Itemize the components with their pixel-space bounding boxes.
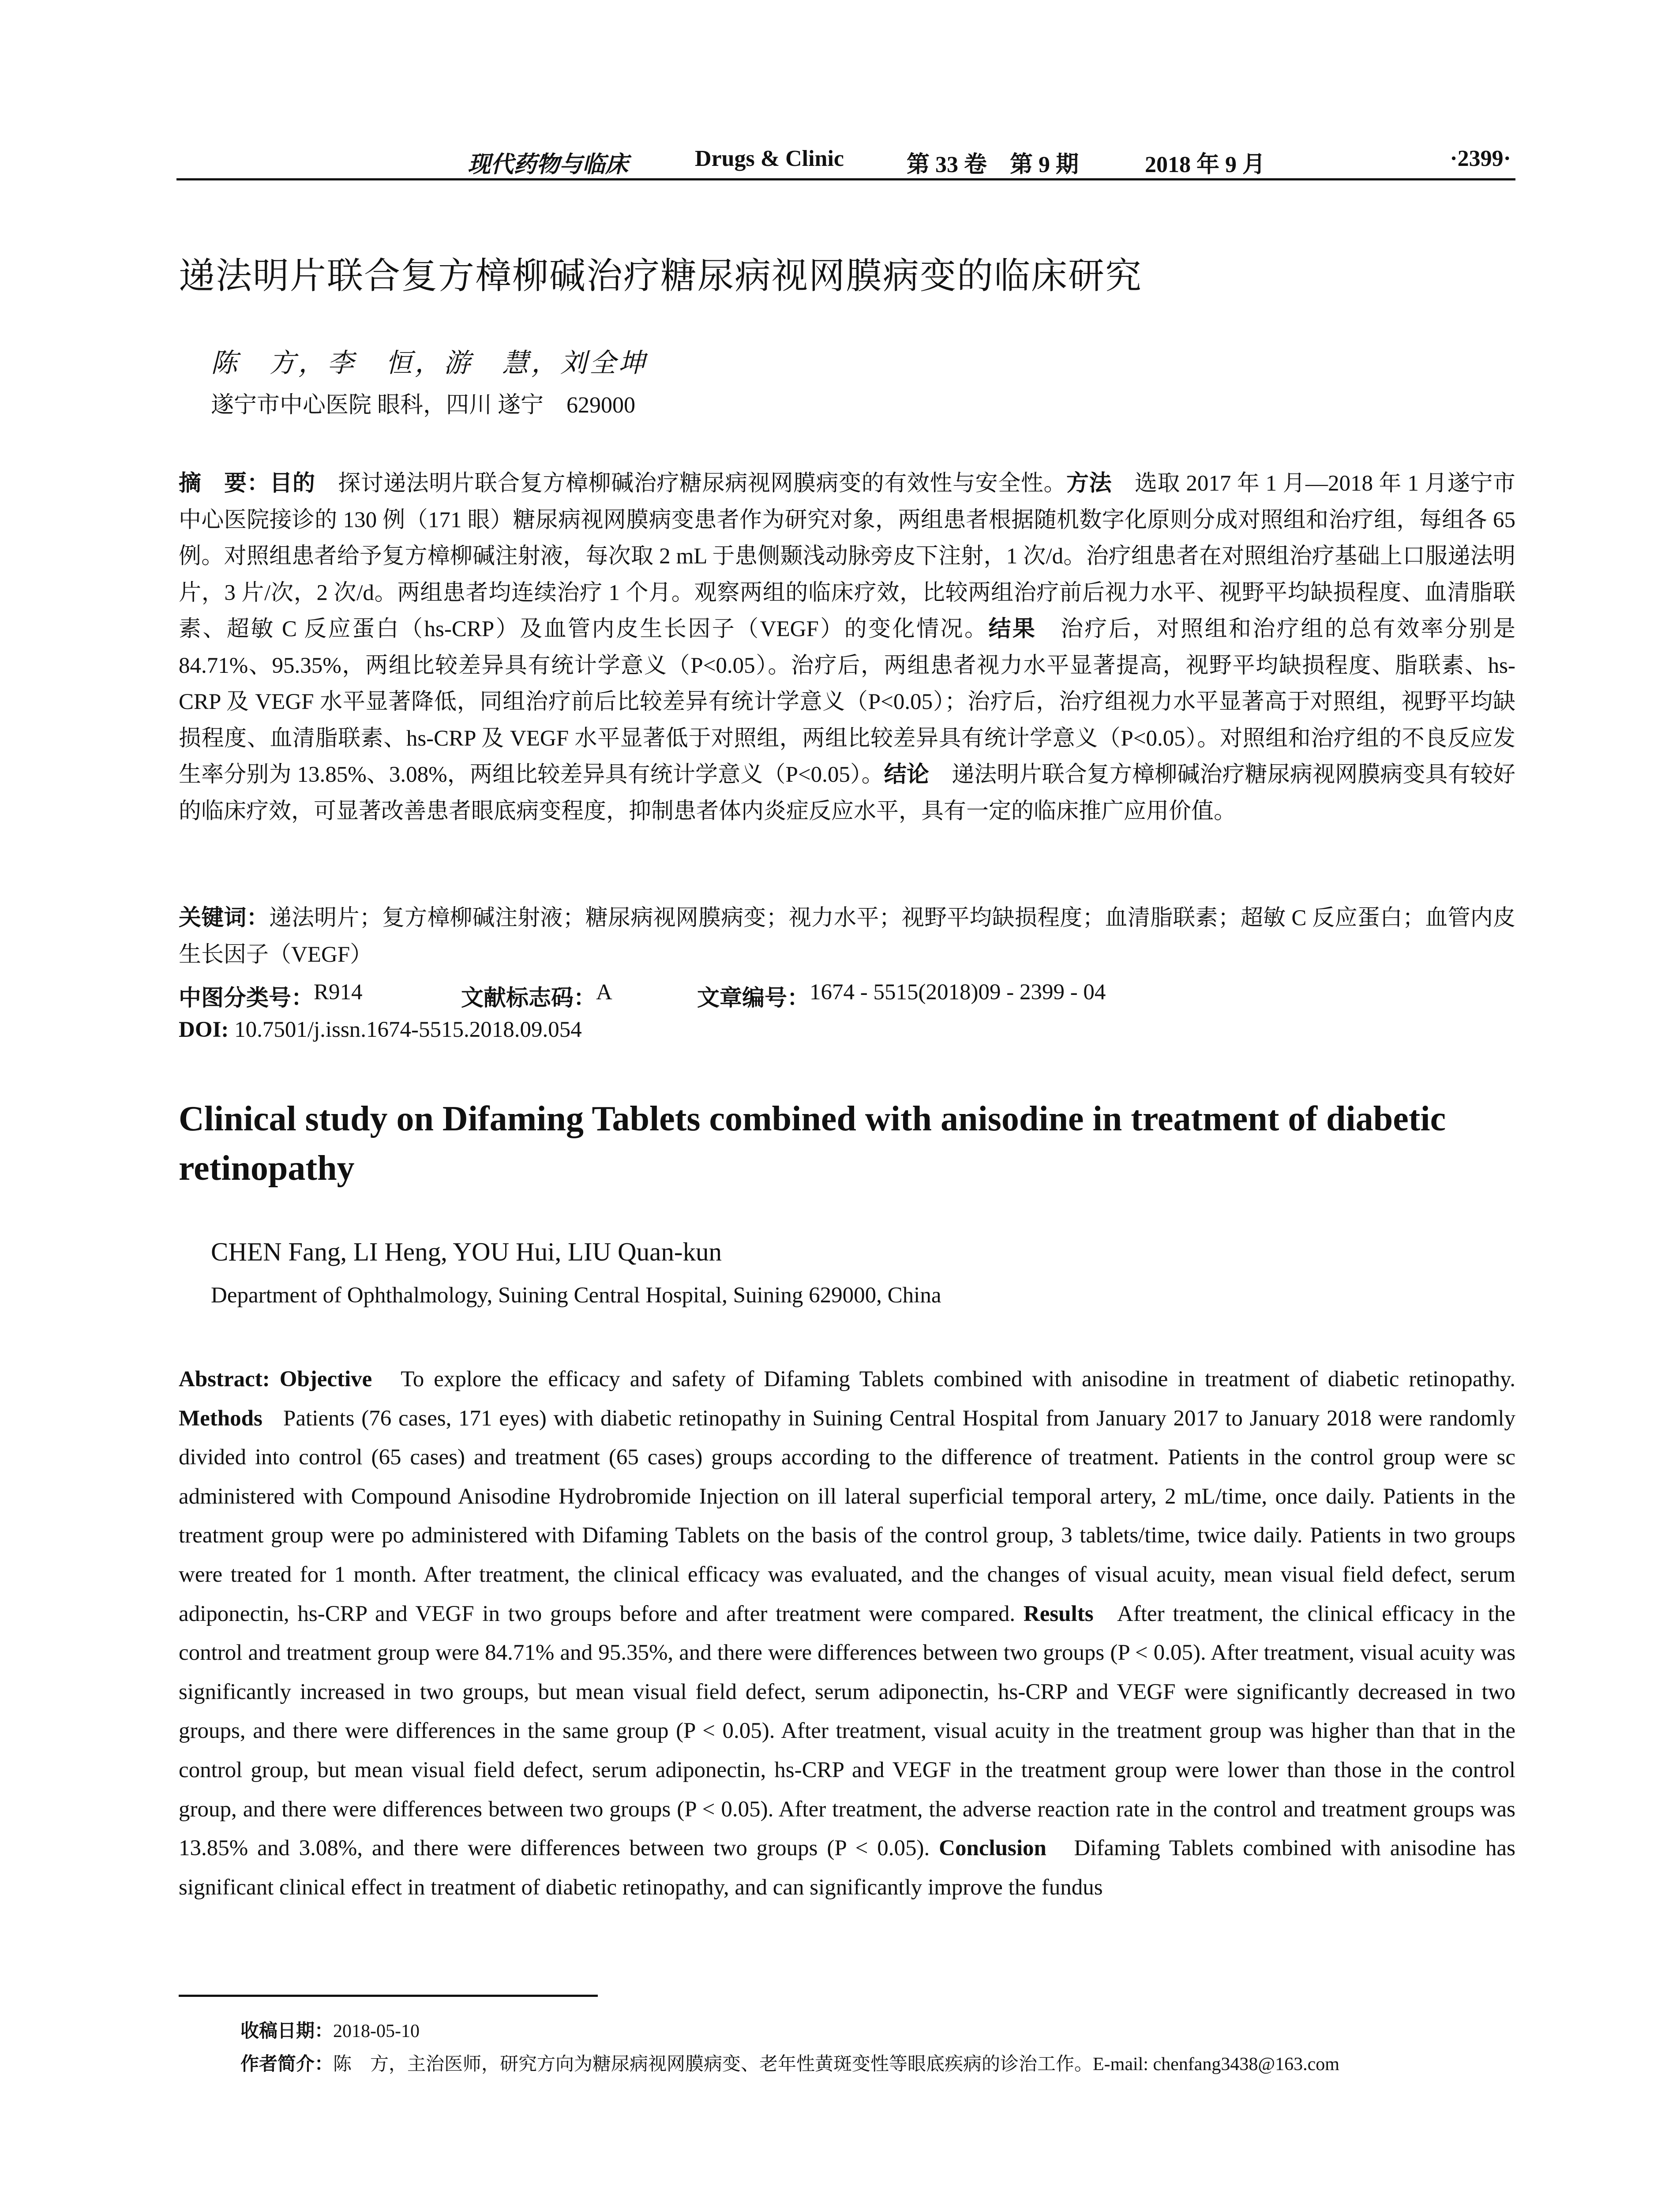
- classification-line: [179, 979, 1515, 1015]
- objective-text-en: To explore the efficacy and safety of Difaming Tablets combined with anisodine in treatment of diabetic retinopathy.: [401, 1367, 1515, 1392]
- received-label: 收稿日期：: [240, 2020, 334, 2041]
- methods-label-en: Methods: [179, 1406, 262, 1431]
- conclusion-label-cn: 结论: [884, 762, 930, 788]
- authors-en: CHEN Fang, LI Heng, YOU Hui, LIU Quan-kun: [211, 1237, 722, 1266]
- abstract-label-cn: 摘 要：: [179, 470, 270, 496]
- conclusion-text-cn: 递法明片联合复方樟柳碱治疗糖尿病视网膜病变具有较好的临床疗效，可显著改善患者眼底病变程度，抑制患者体内炎症反应水平，具有一定的临床推广应用价值。: [179, 762, 1515, 824]
- doc-code-label: 文献标志码：: [461, 985, 596, 1011]
- clc-label: 中图分类号：: [179, 985, 314, 1011]
- article-no-label: 文章编号：: [697, 985, 810, 1011]
- affiliation-en: Department of Ophthalmology, Suining Central Hospital, Suining 629000, China: [211, 1283, 941, 1308]
- results-label-cn: 结果: [988, 616, 1037, 642]
- clc-value: R914: [314, 980, 363, 1005]
- doc-code-value: A: [596, 980, 612, 1005]
- conclusion-label-en: Conclusion: [939, 1836, 1046, 1861]
- author-bio-label: 作者简介：: [240, 2053, 334, 2075]
- document-code: [461, 979, 612, 1012]
- doi-label: DOI:: [179, 1017, 229, 1042]
- footnote-rule: [179, 1995, 598, 1997]
- footnote-author: [240, 2049, 1339, 2076]
- abstract-en: [179, 1360, 1515, 1907]
- doi-line: [179, 1017, 582, 1043]
- results-text-cn: 治疗后，对照组和治疗组的总有效率分别是 84.71%、95.35%，两组比较差异具有统计学意义（P<0.05）。治疗后，两组患者视力水平显著提高，视野平均缺损程度、脂联素、hs-CRP 及 VEGF 水平显著降低，同组治疗前后比较差异有统计学意义（P<0.05）；治疗后，治疗组视力水平显著高于对照组，视野平均缺损程度、血清脂联素、hs-CRP 及 VEGF 水平显著低于对照组，两组比较差异具有统计学意义（P<0.05）。对照组和治疗组的不良反应发生率分别为 13.85%、3.08%，两组比较差异具有统计学意义（P<0.05）。: [179, 617, 1515, 787]
- title-cn: 递法明片联合复方樟柳碱治疗糖尿病视网膜病变的临床研究: [179, 255, 1143, 297]
- results-label-en: Results: [1023, 1601, 1094, 1626]
- conclusion-text-en: Difaming Tablets combined with anisodine has significant clinical effect in treatment of diabetic retinopathy, and can significantly improve the fundus: [179, 1836, 1516, 1900]
- title-en: Clinical study on Difaming Tablets combined with anisodine in treatment of diabetic retinopathy: [179, 1099, 1446, 1188]
- methods-text-cn: 选取 2017 年 1 月—2018 年 1 月遂宁市中心医院接诊的 130 例（171 眼）糖尿病视网膜病变患者作为研究对象，两组患者根据随机数字化原则分成对照组和治疗组，每组各 65 例。对照组患者给予复方樟柳碱注射液，每次取 2 mL 于患侧颞浅动脉旁皮下注射，1 次/d。治疗组患者在对照组治疗基础上口服递法明片，3 片/次，2 次/d。两组患者均连续治疗 1 个月。观察两组的临床疗效，比较两组治疗前后视力水平、视野平均缺损程度、血清脂联素、超敏 C 反应蛋白（hs-CRP）及血管内皮生长因子（VEGF）的变化情况。: [179, 471, 1515, 642]
- methods-text-en: Patients (76 cases, 171 eyes) with diabetic retinopathy in Suining Central Hospital from January 2017 to January 2018 were randomly divided into control (65 cases) and treatment (65 cases) groups according to the difference of treatment. Patients in the control group were sc administered with Compound Anisodine Hydrobromide Injection on ill lateral superficial temporal artery, 2 mL/time, once daily. Patients in the treatment group were po administered with Difaming Tablets on the basis of the control group, 3 tablets/time, twice daily. Patients in two groups were treated for 1 month. After treatment, the clinical efficacy was evaluated, and the changes of visual acuity, mean visual field defect, serum adiponectin, hs-CRP and VEGF in two groups before and after treatment were compared.: [179, 1406, 1515, 1626]
- author-bio-text: 陈 方，主治医师，研究方向为糖尿病视网膜病变、老年性黄斑变性等眼底疾病的诊治工作。E-mail: chenfang3438@163.com: [333, 2054, 1339, 2075]
- volume-issue: 第 33 卷 第 9 期: [907, 152, 1079, 177]
- header-rule: [176, 178, 1515, 180]
- clc-number: [179, 979, 363, 1012]
- keywords-text-cn: 递法明片；复方樟柳碱注射液；糖尿病视网膜病变；视力水平；视野平均缺损程度；血清脂联素；超敏 C 反应蛋白；血管内皮生长因子（VEGF）: [179, 906, 1515, 967]
- objective-text-cn: 探讨递法明片联合复方樟柳碱治疗糖尿病视网膜病变的有效性与安全性。: [338, 471, 1067, 496]
- article-number: [697, 979, 1106, 1012]
- page-number: ·2399·: [1450, 146, 1511, 171]
- running-header: [176, 141, 1515, 181]
- journal-name-en: Drugs & Clinic: [695, 146, 844, 171]
- affiliation-cn: 遂宁市中心医院 眼科，四川 遂宁 629000: [211, 393, 636, 418]
- objective-label-en: Objective: [279, 1367, 372, 1392]
- results-text-en: After treatment, the clinical efficacy in the control and treatment group were 84.71% and 95.35%, and there were differences between two groups (P < 0.05). After treatment, visual acuity was significantly increased in two groups, but mean visual field defect, serum adiponectin, hs-CRP and VEGF were significantly decreased in two groups, and there were differences in the same group (P < 0.05). After treatment, visual acuity in the treatment group was higher than that in the control group, but mean visual field defect, serum adiponectin, hs-CRP and VEGF in the treatment group were lower than those in the control group, and there were differences between two groups (P < 0.05). After treatment, the adverse reaction rate in the control and treatment groups was 13.85% and 3.08%, and there were differences between two groups (P < 0.05).: [179, 1601, 1516, 1861]
- abstract-cn: [179, 465, 1515, 829]
- objective-label-cn: 目的: [270, 470, 315, 496]
- keywords-label-cn: 关键词：: [179, 905, 269, 931]
- keywords-cn: [179, 900, 1515, 973]
- methods-label-cn: 方法: [1066, 470, 1112, 496]
- issue-date: 2018 年 9 月: [1145, 152, 1266, 177]
- article-no-value: 1674 - 5515(2018)09 - 2399 - 04: [810, 980, 1106, 1005]
- authors-cn: 陈 方，李 恒，游 慧，刘全坤: [211, 349, 648, 378]
- abstract-label-en: Abstract:: [179, 1367, 270, 1392]
- received-date: 2018-05-10: [333, 2021, 420, 2041]
- doi-value: 10.7501/j.issn.1674-5515.2018.09.054: [234, 1017, 582, 1042]
- journal-name-cn: 现代药物与临床: [468, 152, 629, 177]
- footnote-received: [240, 2016, 420, 2043]
